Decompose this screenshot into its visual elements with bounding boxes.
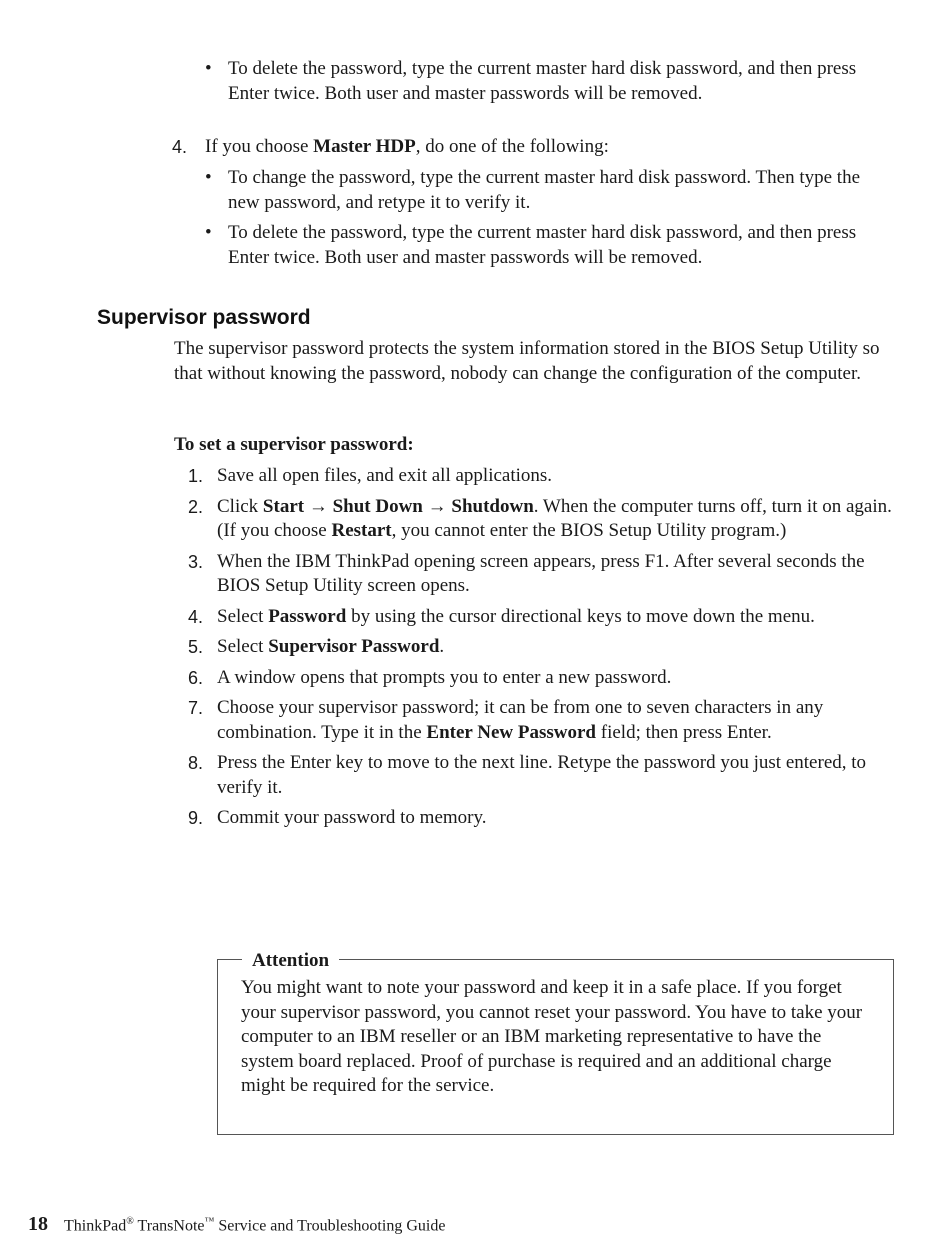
list-item	[173, 605, 898, 630]
supervisor-password-label: Supervisor Password	[268, 636, 440, 657]
bullet-marker: •	[205, 58, 212, 79]
page-footer	[28, 1210, 445, 1238]
step-text: Commit your password to memory.	[217, 807, 487, 828]
step-text: Save all open files, and exit all applications.	[217, 465, 553, 486]
list-item	[173, 550, 898, 599]
step-text: Press the Enter key to move to the next line. Retype the password you just entered, to verify it.	[217, 752, 867, 798]
registered-mark: ®	[126, 1216, 134, 1227]
procedure-subheading: To set a supervisor password:	[174, 434, 414, 455]
attention-body: You might want to note your password and keep it in a safe place. If you forget your supervisor password, you cannot reset your password. You have to take your computer to an IBM reseller or an IBM marketing representative to have the system board replaced. Proof of purchase is required and an additional charge might be required for the service.	[241, 977, 863, 1096]
footer-title: TransNote	[133, 1217, 205, 1235]
step-text: .	[439, 636, 445, 657]
enter-new-password-label: Enter New Password	[426, 721, 596, 743]
step-number: 8.	[187, 753, 203, 773]
step-number: 4.	[187, 606, 203, 627]
list-item	[173, 495, 898, 544]
step-text-suffix: , do one of the following:	[415, 136, 609, 157]
shutdown-label: Shutdown	[451, 495, 534, 517]
procedure-steps	[173, 464, 898, 831]
attention-title: Attention	[242, 951, 339, 971]
step-text-prefix: If you choose	[205, 136, 314, 157]
step-number: 3.	[187, 551, 203, 572]
step-text: When the IBM ThinkPad opening screen appears, press F1. After several seconds the BIOS Setup Utility screen opens.	[217, 550, 865, 596]
step-text: field; then press Enter.	[596, 721, 772, 743]
step-number: 9.	[187, 808, 203, 828]
start-label: Start	[262, 495, 305, 517]
bullet-change-text: To change the password, type the current master hard disk password. Then type the new password, and retype it to verify it.	[228, 167, 861, 213]
step-text: Select	[217, 605, 269, 627]
bullet-delete-text: To delete the password, type the current master hard disk password, and then press Enter twice. Both user and master passwords will be removed.	[228, 222, 857, 268]
step-number: 7.	[187, 698, 203, 718]
bullet-text: To delete the password, type the current master hard disk password, and then press Enter twice. Both user and master passwords will be removed.	[228, 58, 857, 104]
list-item	[173, 806, 898, 831]
step-text: . When the computer turns off, turn it on again. (If you choose	[217, 495, 892, 541]
step-text: by using the cursor directional keys to move down the menu.	[346, 605, 815, 627]
step-number: 6.	[187, 667, 203, 688]
step-number: 1.	[187, 466, 203, 486]
step-number: 4.	[172, 137, 188, 157]
list-item	[173, 696, 898, 745]
master-hdp-step	[172, 135, 892, 160]
step-text: , you cannot enter the BIOS Setup Utility program.)	[391, 520, 787, 541]
step-text: Click	[217, 495, 263, 517]
password-label: Password	[268, 605, 347, 627]
bullet-marker: •	[205, 167, 212, 188]
page-number: 18	[28, 1213, 48, 1236]
step-number: 2.	[187, 496, 203, 517]
master-hdp-label: Master HDP	[313, 136, 416, 157]
shut-down-label: Shut Down	[332, 495, 423, 517]
step-text: A window opens that prompts you to enter a new password.	[217, 666, 672, 688]
bullet-marker: •	[205, 222, 212, 243]
arrow-icon: →	[304, 495, 333, 517]
list-item	[173, 751, 898, 800]
section-intro: The supervisor password protects the system information stored in the BIOS Setup Utility so that without knowing the password, nobody can change the configuration of the computer.	[174, 338, 880, 384]
list-item	[173, 635, 898, 660]
master-hdp-bullets	[205, 166, 895, 270]
step-text: Choose your supervisor password; it can be from one to seven characters in any combination. Type it in the	[217, 697, 824, 743]
section-title: Supervisor password	[97, 306, 311, 329]
restart-label: Restart	[331, 520, 392, 541]
trademark-mark: ™	[204, 1216, 215, 1227]
step-number: 5.	[187, 637, 203, 657]
list-item	[173, 666, 898, 691]
attention-box	[217, 950, 894, 1135]
hdd-delete-bullet-top	[205, 57, 895, 106]
list-item	[173, 464, 898, 489]
arrow-icon: →	[422, 495, 452, 517]
step-text: Select	[217, 636, 269, 657]
footer-title: ThinkPad	[64, 1217, 127, 1235]
footer-title: Service and Troubleshooting Guide	[214, 1217, 446, 1235]
